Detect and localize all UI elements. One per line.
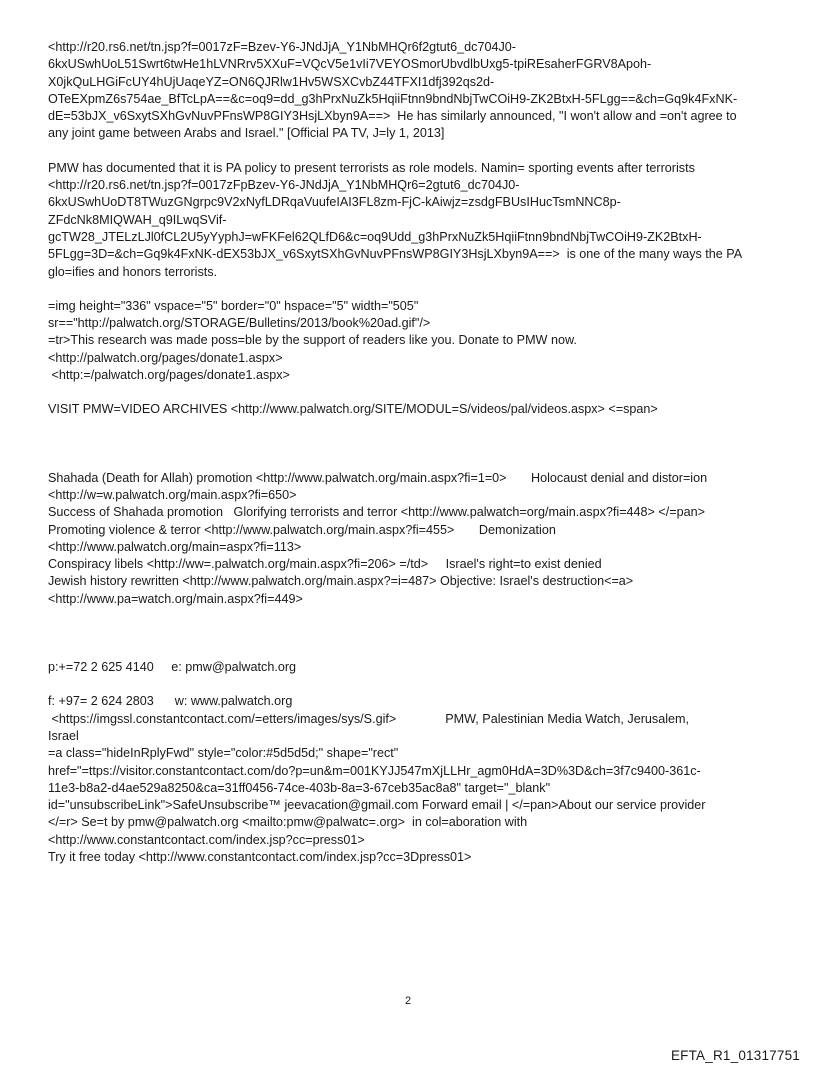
text-line: <https://imgssl.constantcontact.com/=etters/images/sys/S.gif> PMW, Palestinian Media Watch, Jerusalem, xyxy=(48,711,690,726)
text-line: f: +97= 2 624 2803 w: www.palwatch.org xyxy=(48,694,293,709)
text-line: 6kxUSwhUoDT8TWuzGNgrpc9V2xNyfLDRqaVuufeIAI3FL8zm-FjC-kAiwjz=zsdgFBUsIHucTsmNNC8p- xyxy=(48,195,621,210)
text-line: sr=="http://palwatch.org/STORAGE/Bulletins/2013/book%20ad.gif"/> xyxy=(48,316,431,331)
text-line: <http://w=w.palwatch.org/main.aspx?fi=650> xyxy=(48,487,297,502)
document-id: EFTA_R1_01317751 xyxy=(670,1048,800,1063)
text-line: =a class="hideInRplyFwd" style="color:#5d5d5d;" shape="rect" xyxy=(48,746,399,761)
text-line: <http://palwatch.org/pages/donate1.aspx> xyxy=(48,350,283,365)
paragraph-pa-tv-quote xyxy=(48,39,776,143)
text-line: X0jkQuLHGiFcUY4hUjUaqeYZ=ON6QJRlw1Hv5WSXCvbZ44TFXI1dfj392qs2d- xyxy=(48,74,495,89)
text-line: <http:=/palwatch.org/pages/donate1.aspx> xyxy=(48,368,290,383)
page-number: 2 xyxy=(404,995,412,1007)
document-body xyxy=(48,39,776,866)
text-line: <http://r20.rs6.net/tn.jsp?f=0017zF=Bzev-Y6-JNdJjA_Y1NbMHQr6f2gtut6_dc704J0- xyxy=(48,40,516,54)
text-line: <http://www.palwatch.org/main=aspx?fi=113> xyxy=(48,539,302,554)
text-line: Success of Shahada promotion Glorifying terrorists and terror <http://www.palwatch=org/main.aspx?fi=448> </=pan> xyxy=(48,505,705,520)
paragraph-video-archives xyxy=(48,401,776,418)
text-line: Shahada (Death for Allah) promotion <http://www.palwatch.org/main.aspx?fi=1=0> Holocaust denial and distor=ion xyxy=(48,470,708,485)
text-line: href="=ttps://visitor.constantcontact.com/do?p=un&m=001KYJJ547mXjLLHr_agm0HdA=3D%3D&ch=3f7c9400-361c- xyxy=(48,763,701,778)
text-line: <http://www.pa=watch.org/main.aspx?fi=449> xyxy=(48,591,303,606)
text-line: 5FLgg=3D=&ch=Gq9k4FxNK-dEX53bJX_v6SxytSXhGvNuvPFnsWP8GIY3HsjLXbyn9A==> is one of the many ways the PA xyxy=(48,247,743,262)
text-line: id="unsubscribeLink">SafeUnsubscribe™ jeevacation@gmail.com Forward email | </=pan>About our service provider xyxy=(48,798,706,813)
text-line: OTeEXpmZ6s754ae_BfTcLpA==&c=oq9=dd_g3hPrxNuZk5HqiiFtnn9bndNbjTwCOiH9-ZK2BtxH-5FLgg==&ch=Gq9k4FxNK- xyxy=(48,91,738,106)
text-line: ZFdcNk8MIQWAH_q9ILwqSVif- xyxy=(48,212,227,227)
paragraph-role-models xyxy=(48,160,776,281)
text-line: any joint game between Arabs and Israel." [Official PA TV, J=ly 1, 2013] xyxy=(48,126,445,141)
text-line: Israel xyxy=(48,728,79,743)
text-line: <http://www.constantcontact.com/index.jsp?cc=press01> xyxy=(48,832,365,847)
text-line: 6kxUSwhUoL51Swrt6twHe1hLVNRrv5XXuF=VQcV5e1vIi7VEYOSmorUbvdlbUxg5-tpiREsaherFGRV8Apoh- xyxy=(48,57,652,72)
paragraph-topic-links xyxy=(48,470,776,608)
text-line: =tr>This research was made poss=ble by the support of readers like you. Donate to PMW now. xyxy=(48,333,577,348)
text-line: p:+=72 2 625 4140 e: pmw@palwatch.org xyxy=(48,660,297,675)
paragraph-phone-email xyxy=(48,659,776,676)
text-line: <http://r20.rs6.net/tn.jsp?f=0017zFpBzev-Y6-JNdJjA_Y1NbMHQr6=2gtut6_dc704J0- xyxy=(48,178,520,193)
text-line: PMW has documented that it is PA policy to present terrorists as role models. Namin= sporting events after terrorists xyxy=(48,160,695,175)
text-line: =img height="336" vspace="5" border="0" hspace="5" width="505" xyxy=(48,298,419,313)
text-line: </=r> Se=t by pmw@palwatch.org <mailto:pmw@palwatc=.org> in col=aboration with xyxy=(48,815,528,830)
text-line: Promoting violence & terror <http://www.palwatch.org/main.aspx?fi=455> Demonization xyxy=(48,522,556,537)
text-line: Jewish history rewritten <http://www.palwatch.org/main.aspx?=i=487> Objective: Israel's destruction<=a> xyxy=(48,574,634,589)
text-line: Conspiracy libels <http://ww=.palwatch.org/main.aspx?fi=206> =/td> Israel's right=to exist denied xyxy=(48,557,602,572)
text-line: Try it free today <http://www.constantcontact.com/index.jsp?cc=3Dpress01> xyxy=(48,849,472,864)
text-line: 11e3-b8a2-d4ae529a8250&ca=31ff0456-74ce-403b-8a=3-67ceb35ac8a8" target="_blank" xyxy=(48,780,551,795)
paragraph-donate xyxy=(48,298,776,384)
paragraph-contact-footer xyxy=(48,693,776,866)
text-line: VISIT PMW=VIDEO ARCHIVES <http://www.palwatch.org/SITE/MODUL=S/videos/pal/videos.aspx> <=span> xyxy=(48,402,658,417)
text-line: gcTW28_JTELzLJl0fCL2U5yYyphJ=wFKFel62QLfD6&c=oq9Udd_g3hPrxNuZk5HqiiFtnn9bndNbjTwCOiH9-ZK2BtxH- xyxy=(48,229,702,244)
text-line: glo=ifies and honors terrorists. xyxy=(48,264,218,279)
text-line: dE=53bJX_v6SxytSXhGvNuvPFnsWP8GIY3HsjLXbyn9A==> He has similarly announced, "I won't allow and =on't agree to xyxy=(48,109,737,124)
